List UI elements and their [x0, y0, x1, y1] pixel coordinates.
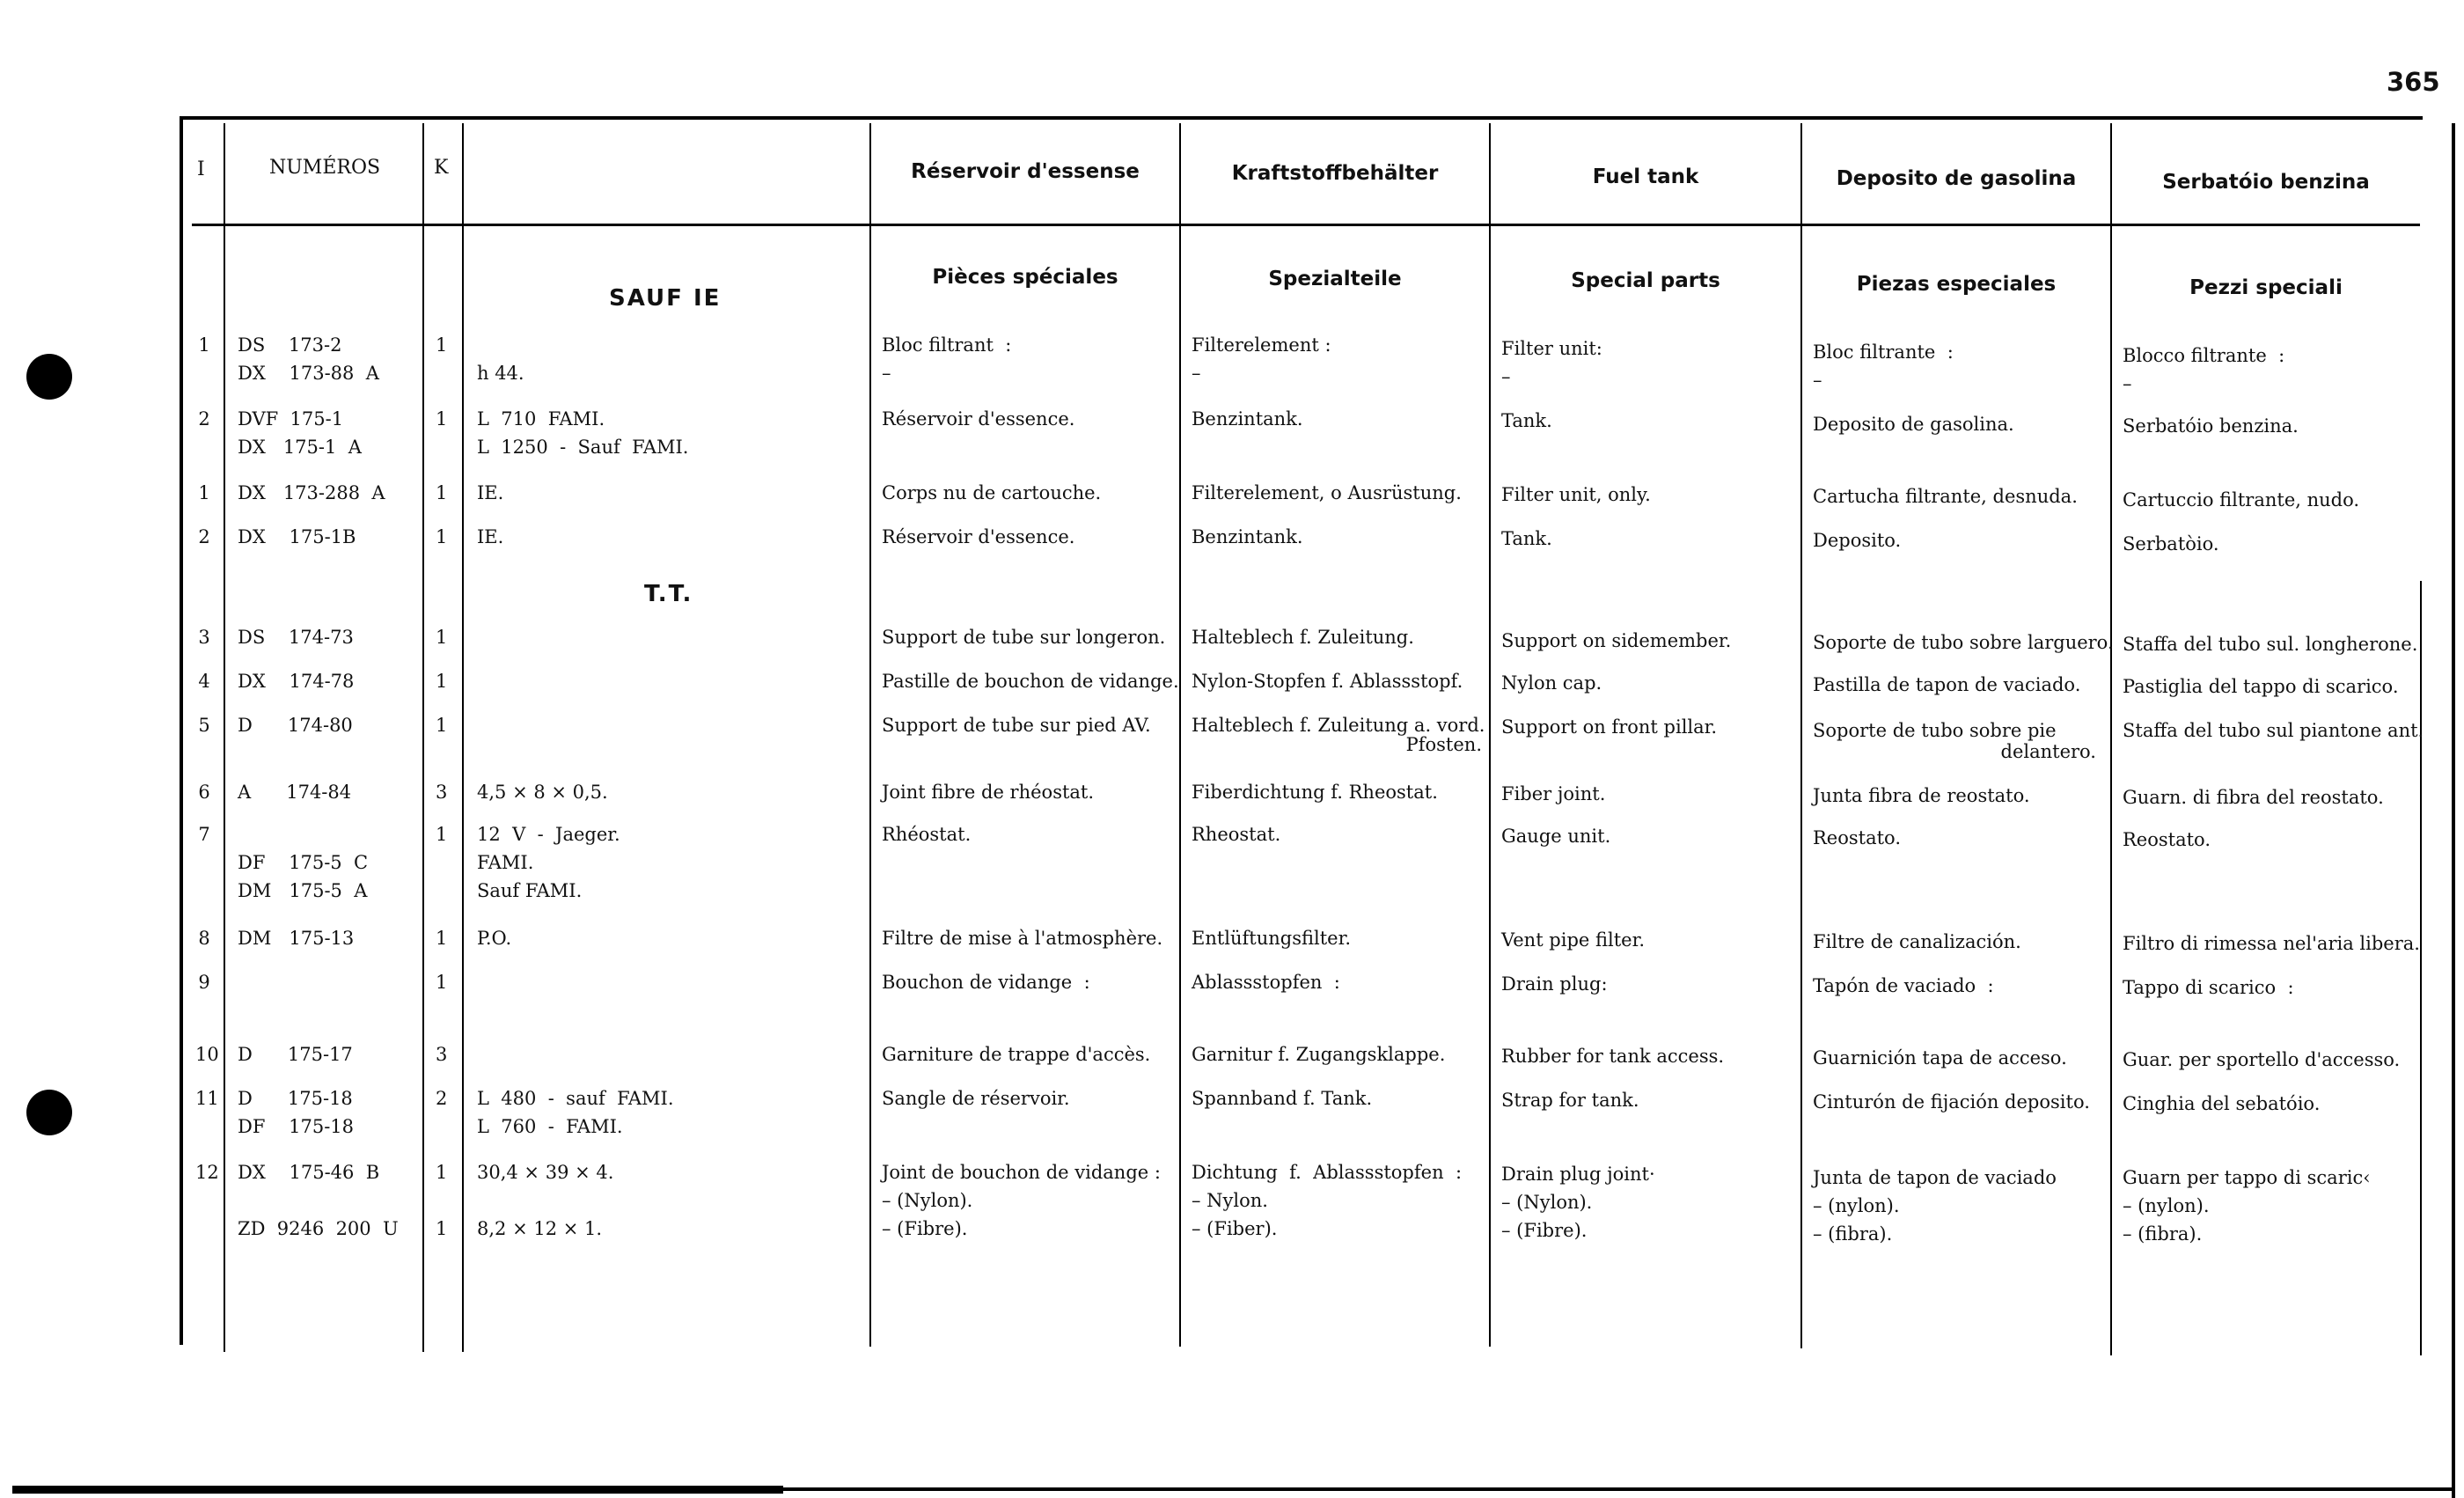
quantity: 1 [436, 671, 448, 692]
desc-fr: Réservoir d'essence. [882, 526, 1075, 547]
desc-es: Soporte de tubo sobre larguero. [1813, 632, 2114, 653]
quantity: 1 [436, 482, 448, 503]
desc-en: Fiber joint. [1501, 783, 1606, 804]
desc-de: Fiberdichtung f. Rheostat. [1192, 782, 1438, 803]
row-index: 1 [198, 334, 210, 356]
desc-it: Tappo di scarico : [2123, 977, 2294, 998]
desc-de: Halteblech f. Zuleitung. [1192, 627, 1414, 648]
desc-en: Drain plug joint· – (Nylon). – (Fibre). [1501, 1164, 1655, 1241]
column-divider [224, 123, 225, 1352]
page-number: 365 [2387, 67, 2440, 97]
desc-es: Cartucha filtrante, desnuda. [1813, 486, 2078, 507]
desc-en: Support on front pillar. [1501, 716, 1718, 738]
column-divider [1179, 123, 1181, 1347]
desc-es: Deposito de gasolina. [1813, 414, 2014, 435]
desc-de: Garnitur f. Zugangsklappe. [1192, 1044, 1446, 1065]
desc-it: Reostato. [2123, 829, 2211, 850]
desc-es: Bloc filtrante : – [1813, 341, 1954, 391]
desc-fr: Bloc filtrant : – [882, 334, 1012, 384]
desc-fr: Joint fibre de rhéostat. [882, 782, 1095, 803]
spec: 30,4 × 39 × 4. 8,2 × 12 × 1. [477, 1162, 614, 1239]
desc-it: Serbatòio. [2123, 533, 2219, 554]
desc-en: Drain plug: [1501, 973, 1608, 995]
desc-fr: Pastille de bouchon de vidange. [882, 671, 1179, 692]
desc-it: Staffa del tubo sul piantone ant. [2123, 720, 2424, 741]
desc-it: Guarn. di fibra del reostato. [2123, 787, 2384, 808]
desc-it: Serbatóio benzina. [2123, 415, 2299, 437]
desc-en: Vent pipe filter. [1501, 929, 1646, 951]
desc-en: Tank. [1501, 410, 1552, 431]
header-col-k: K [434, 157, 449, 179]
column-divider [869, 123, 871, 1347]
row-index: 6 [198, 782, 210, 803]
part-numbers: DX 175-46 B ZD 9246 200 U [238, 1162, 399, 1239]
desc-it: Cartuccio filtrante, nudo. [2123, 489, 2360, 510]
desc-it: Guarn per tappo di scaric‹ – (nylon). – (fibra). [2123, 1167, 2371, 1245]
desc-en: Gauge unit. [1501, 826, 1611, 847]
quantity: 3 [436, 1044, 448, 1065]
desc-en: Filter unit, only. [1501, 484, 1651, 505]
desc-fr: Bouchon de vidange : [882, 972, 1090, 993]
quantity: 1 [436, 928, 448, 949]
desc-de: Entlüftungsfilter. [1192, 928, 1352, 949]
desc-es: Pastilla de tapon de vaciado. [1813, 674, 2081, 695]
desc-es: Cinturón de fijación deposito. [1813, 1091, 2090, 1112]
desc-de: Filterelement, o Ausrüstung. [1192, 482, 1462, 503]
part-numbers: D 175-17 [238, 1044, 353, 1065]
desc-de: Benzintank. [1192, 526, 1303, 547]
row-index: 12 [195, 1162, 219, 1183]
desc-fr: Corps nu de cartouche. [882, 482, 1102, 503]
desc-es: Junta fibra de reostato. [1813, 785, 2030, 806]
spec: IE. [477, 526, 504, 547]
row-index: 10 [195, 1044, 219, 1065]
desc-es: Guarnición tapa de acceso. [1813, 1047, 2067, 1068]
row-index: 8 [198, 928, 210, 949]
quantity: 1 [436, 526, 448, 547]
desc-fr: Support de tube sur longeron. [882, 627, 1166, 648]
part-numbers: DX 175-1B [238, 526, 356, 547]
subheader-de: Spezialteile [1268, 268, 1402, 290]
row-index: 11 [195, 1088, 219, 1109]
part-numbers: DVF 175-1 DX 175-1 A [238, 408, 362, 458]
part-numbers: DX 174-78 [238, 671, 355, 692]
part-numbers: D 175-18 DF 175-18 [238, 1088, 355, 1137]
column-divider [462, 123, 464, 1352]
desc-es: Deposito. [1813, 530, 1902, 551]
punch-hole-bottom [26, 1090, 72, 1135]
column-divider [422, 123, 424, 1352]
desc-it: Pastiglia del tappo di scarico. [2123, 676, 2399, 697]
quantity: 1 [436, 627, 448, 648]
desc-de: Ablassstopfen : [1192, 972, 1340, 993]
desc-es: Junta de tapon de vaciado – (nylon). – (fibra). [1813, 1167, 2057, 1245]
header-divider [192, 224, 2420, 226]
desc-en: Rubber for tank access. [1501, 1046, 1725, 1067]
column-divider [1489, 123, 1491, 1347]
header-col-en: Fuel tank [1592, 165, 1699, 188]
desc-it: Cinghia del sebatóio. [2123, 1093, 2321, 1114]
quantity: 1 1 [436, 1162, 448, 1239]
row-index: 3 [198, 627, 210, 648]
spec: L 710 FAMI. L 1250 - Sauf FAMI. [477, 408, 689, 458]
quantity: 1 [436, 824, 448, 845]
desc-de: Nylon-Stopfen f. Ablassstopf. [1192, 671, 1463, 692]
desc-es: Reostato. [1813, 827, 1902, 848]
desc-fr: Garniture de trappe d'accès. [882, 1044, 1151, 1065]
part-numbers: A 174-84 [238, 782, 352, 803]
spec: IE. [477, 482, 504, 503]
quantity: 1 [436, 715, 448, 736]
column-divider [2420, 581, 2422, 1355]
quantity: 2 [436, 1088, 448, 1109]
desc-de: Benzintank. [1192, 408, 1303, 430]
row-index: 7 [198, 824, 210, 845]
subheader-es: Piezas especiales [1856, 273, 2057, 296]
desc-es: Filtre de canalización. [1813, 931, 2021, 952]
desc-it: Blocco filtrante : – [2123, 345, 2285, 394]
spec: P.O. [477, 928, 512, 949]
quantity: 3 [436, 782, 448, 803]
desc-es: Soporte de tubo sobre pie delantero. [1813, 720, 2096, 762]
subheader-fr: Pièces spéciales [932, 266, 1118, 289]
punch-hole-top [26, 354, 72, 400]
desc-fr: Joint de bouchon de vidange : – (Nylon). – (Fibre). [882, 1162, 1161, 1239]
table-right-border [2452, 123, 2455, 1498]
header-col-de: Kraftstoffbehälter [1231, 162, 1439, 185]
desc-en: Tank. [1501, 528, 1552, 549]
header-col-es: Deposito de gasolina [1836, 167, 2077, 190]
row-index: 5 [198, 715, 210, 736]
section-title-tt: T.T. [644, 581, 693, 607]
table-bottom-thick [12, 1486, 783, 1494]
spec: L 480 - sauf FAMI. L 760 - FAMI. [477, 1088, 674, 1137]
part-numbers: DS 174-73 [238, 627, 354, 648]
table-left-border [180, 116, 183, 1345]
row-index: 1 [198, 482, 210, 503]
part-numbers: DM 175-13 [238, 928, 355, 949]
table-top-border [180, 116, 2423, 120]
desc-en: Nylon cap. [1501, 672, 1602, 694]
part-numbers: DF 175-5 C DM 175-5 A [238, 852, 369, 901]
desc-fr: Support de tube sur pied AV. [882, 715, 1151, 736]
quantity: 1 [436, 334, 448, 356]
header-col-numeros: NUMÉROS [269, 157, 381, 179]
row-index: 2 [198, 408, 210, 430]
subheader-it: Pezzi speciali [2189, 276, 2343, 299]
desc-de: Halteblech f. Zuleitung a. vord. Pfosten. [1192, 715, 1485, 755]
quantity: 1 [436, 972, 448, 993]
desc-fr: Filtre de mise à l'atmosphère. [882, 928, 1163, 949]
spec: 12 V - Jaeger. FAMI. Sauf FAMI. [477, 824, 620, 901]
desc-fr: Rhéostat. [882, 824, 972, 845]
desc-en: Strap for tank. [1501, 1090, 1639, 1111]
column-divider [1800, 123, 1802, 1348]
header-col-it: Serbatóio benzina [2162, 171, 2370, 194]
desc-de: Dichtung f. Ablassstopfen : – Nylon. – (Fiber). [1192, 1162, 1463, 1239]
desc-fr: Réservoir d'essence. [882, 408, 1075, 430]
header-col-fr: Réservoir d'essense [911, 160, 1140, 183]
desc-en: Filter unit: – [1501, 338, 1602, 387]
quantity: 1 [436, 408, 448, 430]
desc-fr: Sangle de réservoir. [882, 1088, 1070, 1109]
part-numbers: DX 173-288 A [238, 482, 385, 503]
desc-de: Spannband f. Tank. [1192, 1088, 1373, 1109]
desc-it: Filtro di rimessa nel'aria libera. [2123, 933, 2420, 954]
row-index: 2 [198, 526, 210, 547]
desc-de: Rheostat. [1192, 824, 1281, 845]
row-index: 4 [198, 671, 210, 692]
part-numbers: DS 173-2 DX 173-88 A [238, 334, 379, 384]
desc-it: Guar. per sportello d'accesso. [2123, 1049, 2401, 1070]
row-index: 9 [198, 972, 210, 993]
subheader-en: Special parts [1571, 269, 1720, 292]
header-col-i: I [197, 158, 205, 180]
section-title-sauf-ie: SAUF IE [609, 285, 722, 312]
desc-de: Filterelement : – [1192, 334, 1331, 384]
spec: 4,5 × 8 × 0,5. [477, 782, 608, 803]
desc-es: Tapón de vaciado : [1813, 975, 1994, 996]
desc-en: Support on sidemember. [1501, 630, 1732, 651]
spec: h 44. [477, 363, 524, 384]
column-divider [2110, 123, 2112, 1355]
part-numbers: D 174-80 [238, 715, 353, 736]
desc-it: Staffa del tubo sul. longherone. [2123, 634, 2418, 655]
